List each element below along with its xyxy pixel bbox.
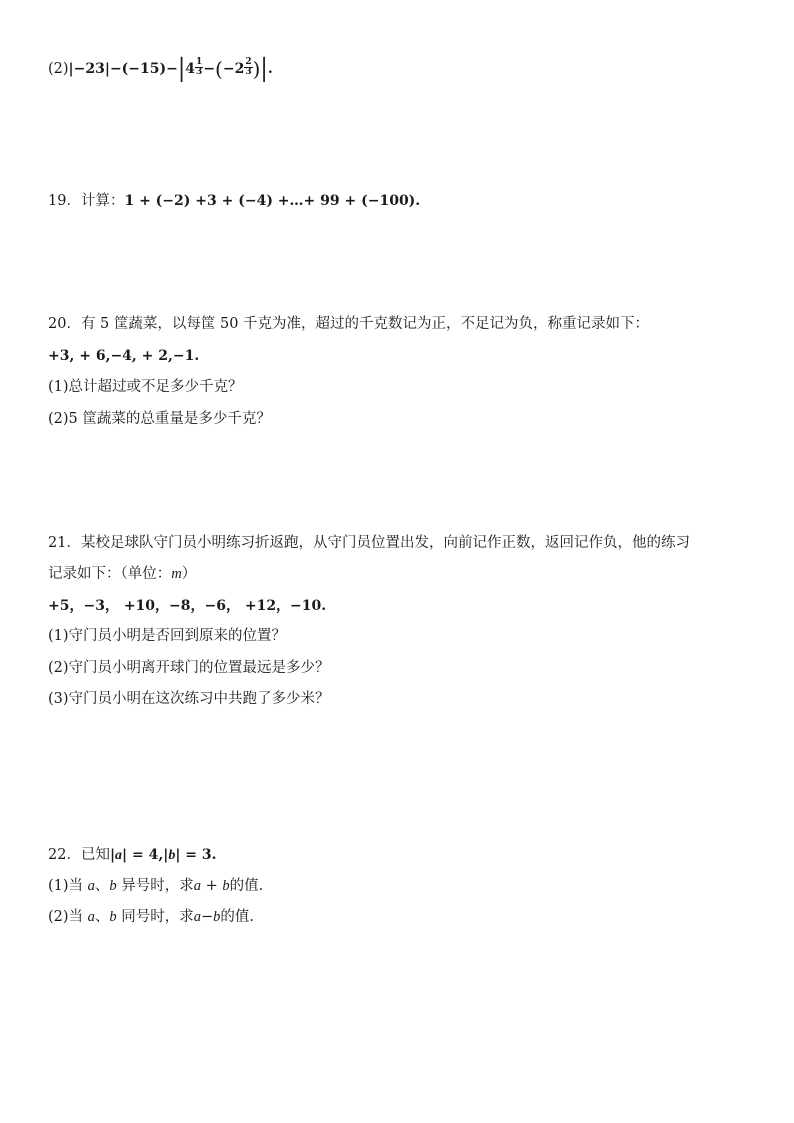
expr-var-a: a bbox=[193, 878, 202, 894]
q20-stem: 20．有 5 筐蔬菜，以每筐 50 千克为准，超过的千克数记为正，不足记为负，称重记录如下： bbox=[48, 316, 650, 332]
var-a: a bbox=[87, 878, 95, 894]
operator-plus: + bbox=[201, 878, 223, 894]
mixed-number-whole-1: 4 bbox=[185, 61, 196, 77]
part-label: (2) bbox=[48, 61, 69, 77]
abs-bar-right: | bbox=[260, 54, 268, 83]
abs-bar-left: | bbox=[177, 54, 186, 83]
var-a: a bbox=[115, 848, 123, 863]
q21-stem-line2-end: ） bbox=[181, 566, 197, 582]
var-a: a bbox=[87, 909, 95, 925]
q18-part2 bbox=[48, 54, 273, 83]
cond-b-value: | = 3. bbox=[175, 847, 217, 863]
q22-part1-prefix: (1)当 bbox=[48, 878, 88, 894]
expr-var-a: a bbox=[193, 909, 202, 925]
fraction-2 bbox=[244, 58, 252, 77]
q19-expression: 1 + (−2) +3 + (−4) +…+ 99 + (−100). bbox=[124, 193, 421, 209]
var-b: b bbox=[168, 848, 176, 863]
q22-stem bbox=[48, 845, 217, 866]
paren-left: ( bbox=[215, 57, 223, 81]
q20-data: +3, + 6,−4, + 2,−1. bbox=[48, 348, 200, 364]
q22-part2-end: 的值. bbox=[220, 909, 255, 925]
q21-part3: (3)守门员小明在这次练习中共跑了多少米？ bbox=[48, 691, 330, 707]
abs-bar: | bbox=[109, 847, 116, 863]
q20-part2: (2)5 筐蔬菜的总重量是多少千克？ bbox=[48, 411, 271, 427]
q22-part1-mid: 异号时，求 bbox=[116, 878, 194, 894]
q22-part1 bbox=[48, 876, 263, 896]
end-period: . bbox=[267, 61, 273, 77]
q21-part1: (1)守门员小明是否回到原来的位置？ bbox=[48, 628, 287, 644]
q21-data: +5，−3， +10，−8，−6， +12，−10. bbox=[48, 598, 327, 614]
separator: 、 bbox=[94, 878, 110, 894]
q19 bbox=[48, 191, 420, 211]
q19-number: 19．计算： bbox=[48, 193, 125, 209]
q22-part1-end: 的值. bbox=[229, 878, 264, 894]
expr-var-b: b bbox=[222, 878, 230, 894]
expression-start: |−23|−(−15)− bbox=[68, 61, 178, 77]
fraction-2-denominator: 3 bbox=[245, 66, 252, 77]
fraction-1-denominator: 3 bbox=[196, 66, 203, 77]
q21-stem-line2 bbox=[48, 564, 196, 584]
q22-part2-mid: 同号时，求 bbox=[116, 909, 194, 925]
minus-sign: − bbox=[203, 61, 216, 77]
q22-part2-prefix: (2)当 bbox=[48, 909, 88, 925]
var-b: b bbox=[109, 909, 117, 925]
var-b: b bbox=[109, 878, 117, 894]
cond-a-value: | = 4,| bbox=[122, 847, 169, 863]
mixed-number-whole-2: −2 bbox=[222, 61, 245, 77]
separator: 、 bbox=[94, 909, 110, 925]
paren-right: ) bbox=[252, 57, 261, 81]
q21-stem-line2-text: 记录如下：（单位： bbox=[48, 566, 172, 582]
fraction-2-numerator: 2 bbox=[245, 56, 252, 67]
operator-minus: − bbox=[201, 909, 214, 925]
fraction-1-numerator: 1 bbox=[196, 56, 203, 67]
q22-number: 22．已知 bbox=[48, 847, 110, 863]
expr-var-b: b bbox=[213, 909, 221, 925]
q21-part2: (2)守门员小明离开球门的位置最远是多少？ bbox=[48, 660, 330, 676]
q21-stem-line1: 21．某校足球队守门员小明练习折返跑，从守门员位置出发，向前记作正数，返回记作负，他的练习 bbox=[48, 535, 690, 551]
q22-part2 bbox=[48, 907, 254, 927]
q20-part1: (1)总计超过或不足多少千克？ bbox=[48, 379, 243, 395]
unit-m: m bbox=[171, 566, 182, 582]
